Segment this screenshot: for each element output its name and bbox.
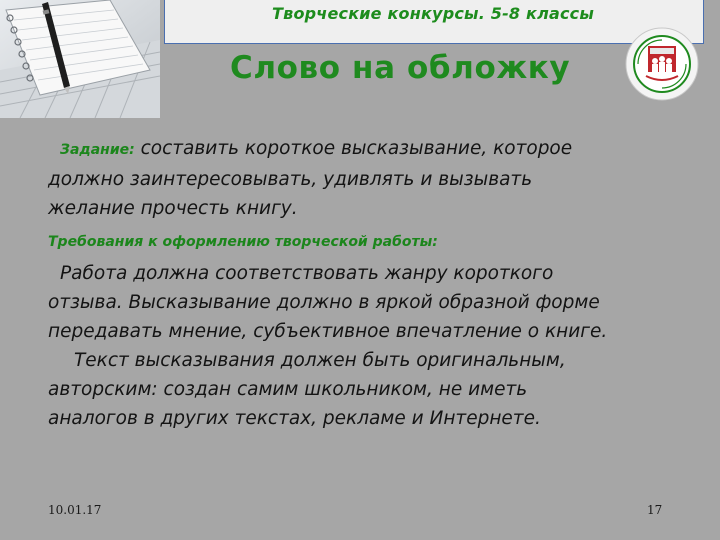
body-line: Работа должна соответствовать жанру короткого bbox=[60, 263, 554, 284]
page-number: 17 bbox=[647, 503, 663, 517]
notebook-laptop-photo bbox=[0, 0, 160, 118]
task-label: Задание: bbox=[60, 142, 135, 158]
body-line: отзыва. Высказывание должно в яркой образной форме bbox=[48, 292, 600, 313]
task-paragraph bbox=[48, 134, 708, 223]
body-line: Текст высказывания должен быть оригинальным, bbox=[74, 350, 566, 371]
slide-title: Слово на обложку bbox=[230, 50, 571, 86]
task-text-line3: желание прочесть книгу. bbox=[48, 198, 298, 219]
body-line: авторским: создан самим школьником, не иметь bbox=[48, 379, 528, 400]
task-text-line2: должно заинтересовывать, удивлять и вызывать bbox=[48, 169, 533, 190]
header-title: Творческие конкурсы. 5-8 классы bbox=[272, 4, 595, 23]
task-text-line1: составить короткое высказывание, которое bbox=[134, 138, 573, 159]
library-emblem-icon bbox=[624, 26, 700, 102]
slide-body bbox=[48, 134, 708, 433]
body-line: аналогов в других текстах, рекламе и Интернете. bbox=[48, 408, 541, 429]
footer-date: 10.01.17 bbox=[48, 503, 102, 517]
requirements-text bbox=[48, 259, 708, 433]
requirements-label: Требования к оформлению творческой работы: bbox=[48, 234, 438, 250]
body-line: передавать мнение, субъективное впечатление о книге. bbox=[48, 321, 608, 342]
